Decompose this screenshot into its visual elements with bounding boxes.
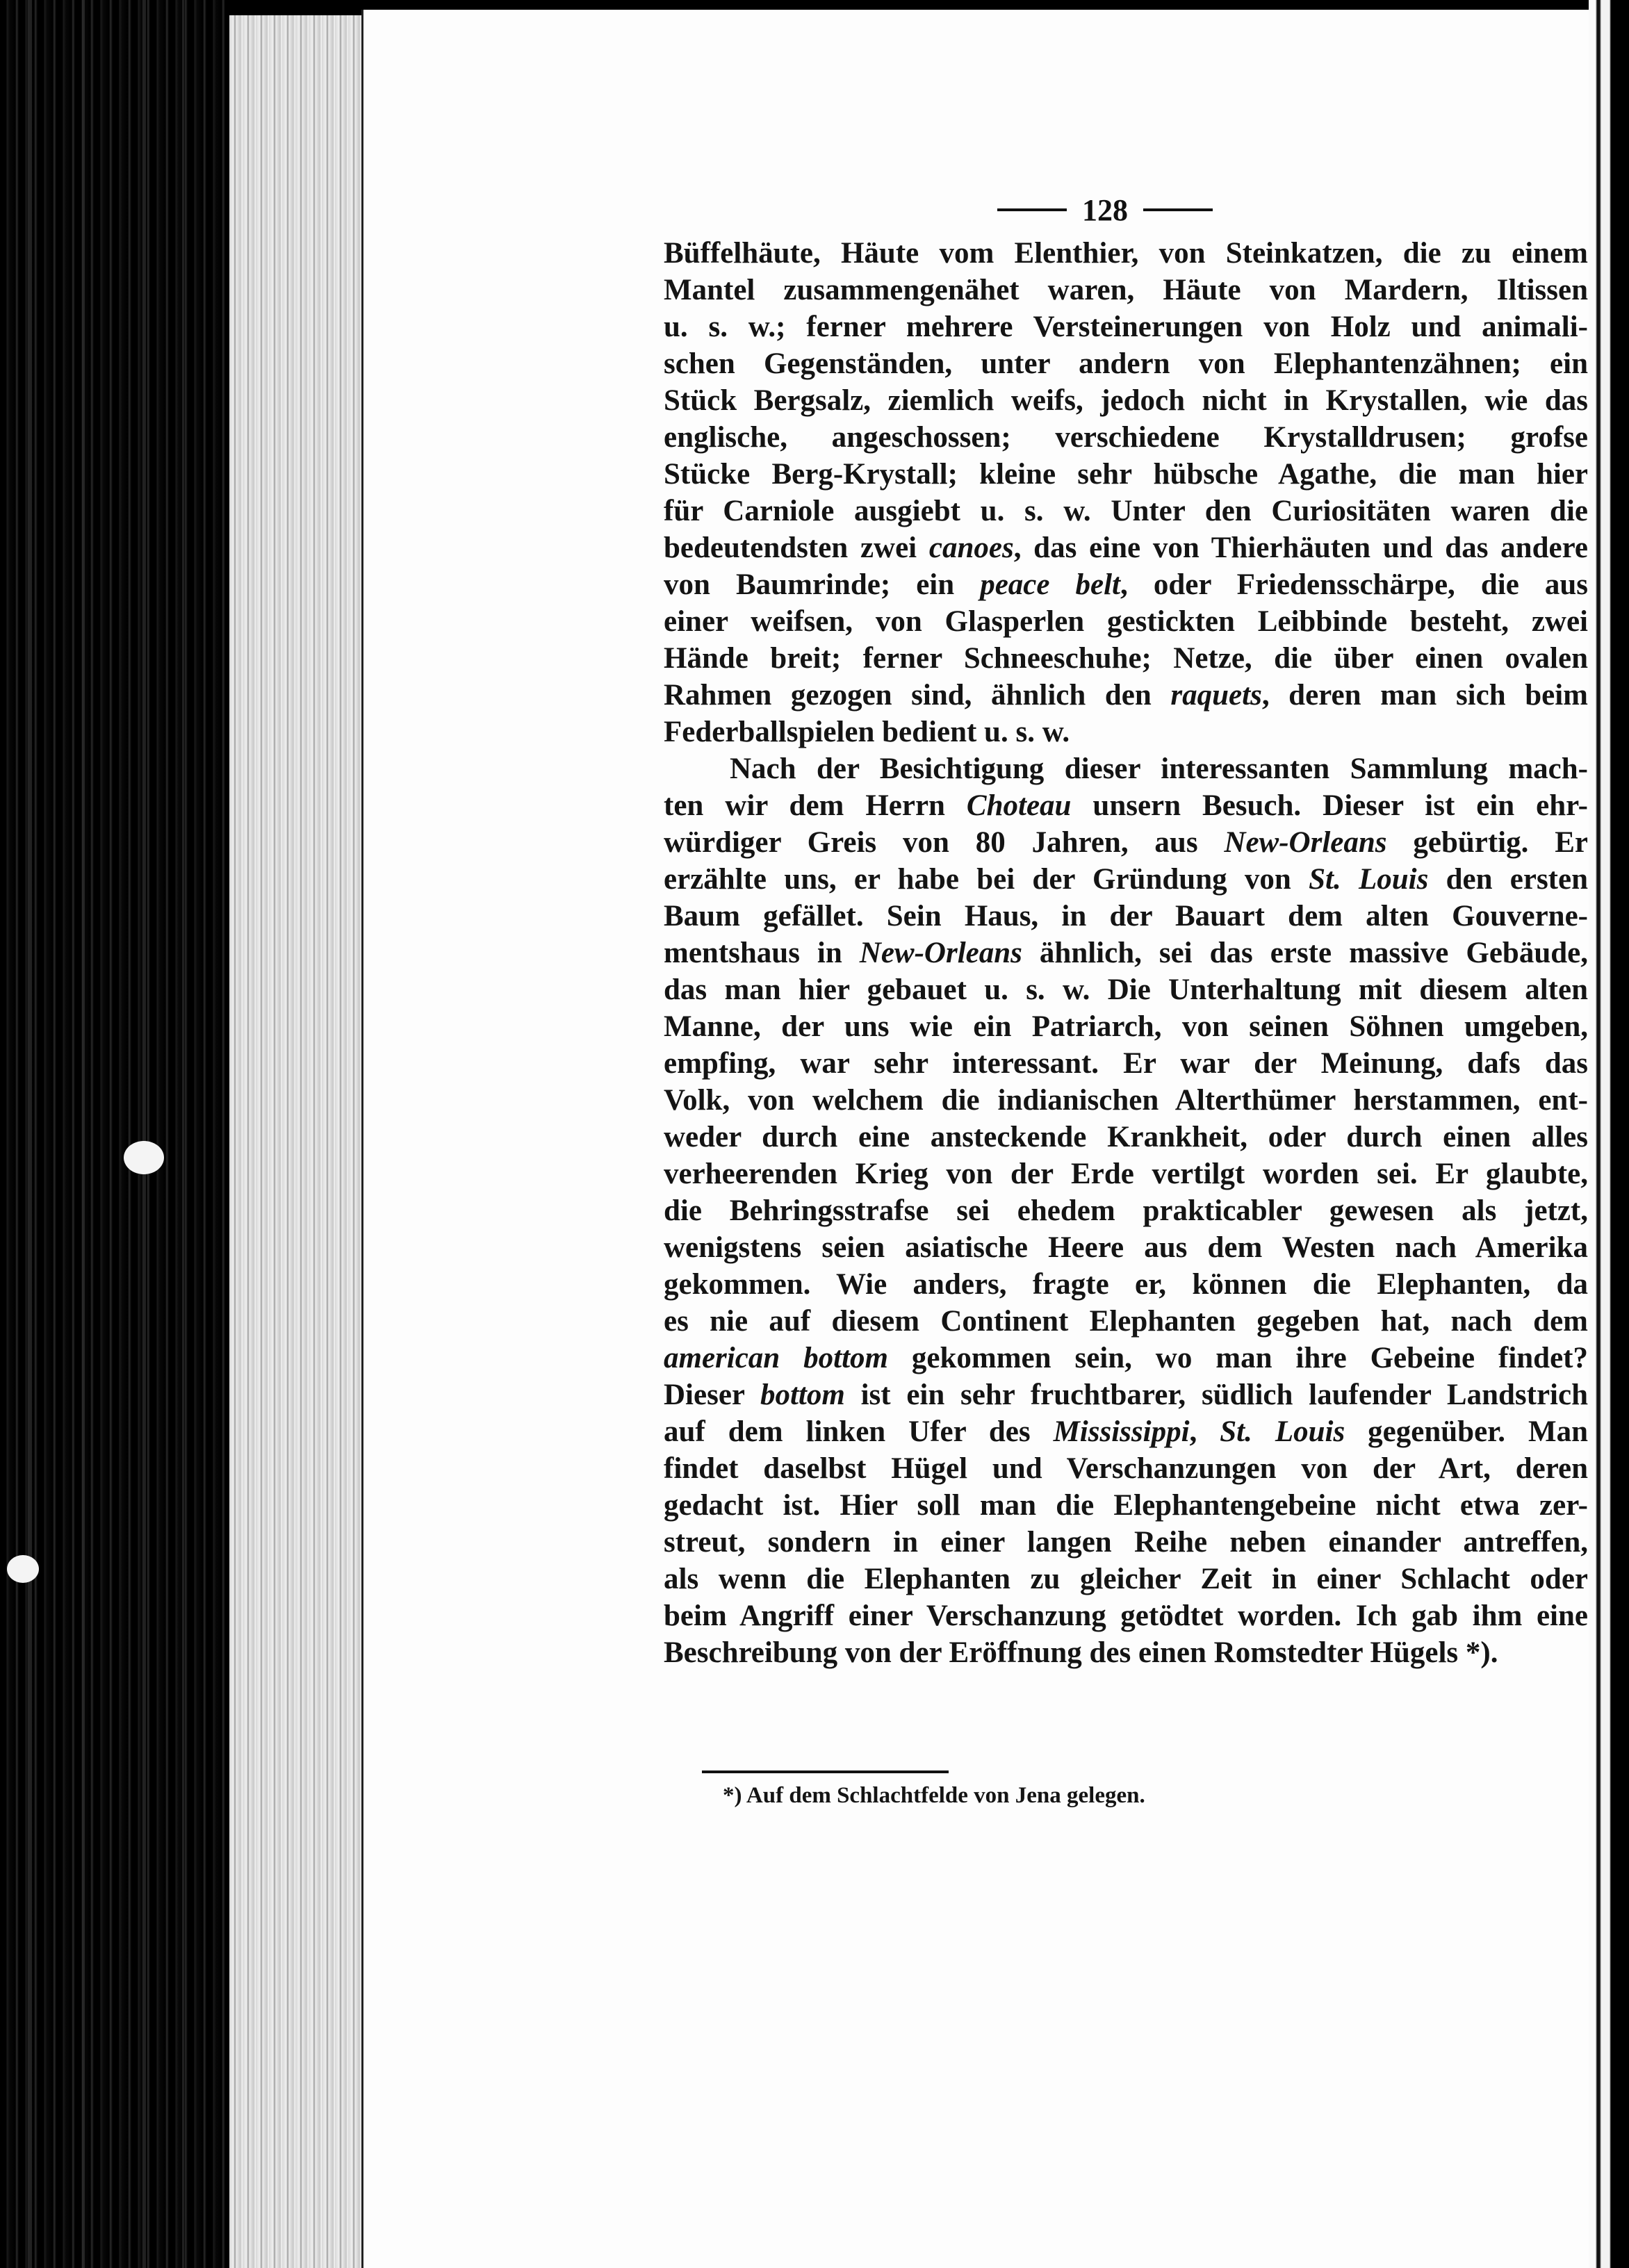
text-segment: , deren man sich beim <box>1261 679 1588 712</box>
text-line <box>664 235 1588 272</box>
text-line <box>664 603 1588 640</box>
text-segment: bedeutendsten zwei <box>664 532 929 564</box>
text-segment: ten wir dem Herrn <box>664 789 967 822</box>
text-line <box>664 1487 1588 1524</box>
text-segment: ähnlich, sei das erste massive Gebäude, <box>1022 937 1588 969</box>
text-line <box>664 566 1588 603</box>
text-segment: den ersten <box>1428 863 1589 896</box>
text-segment: , oder Friedensschärpe, die aus <box>1120 568 1588 601</box>
italic-text: raquets <box>1170 679 1262 712</box>
text-line <box>664 419 1588 456</box>
text-segment: gekommen sein, wo man ihre Gebeine findet? <box>887 1342 1589 1374</box>
text-line <box>664 714 1588 750</box>
text-line <box>664 493 1588 529</box>
text-line <box>664 861 1588 898</box>
text-segment: u. s. w.; ferner mehrere Versteinerungen von Holz und animali- <box>664 311 1588 343</box>
italic-text: St. Louis <box>1309 863 1429 896</box>
page-number: 128 <box>1082 192 1128 227</box>
text-segment: Baum gefället. Sein Haus, in der Bauart dem alten Gouverne- <box>664 900 1588 932</box>
italic-text: St. Louis <box>1220 1415 1345 1448</box>
text-line <box>664 456 1588 493</box>
text-segment: Stücke Berg-Krystall; kleine sehr hübsche Agathe, die man hier <box>664 458 1588 491</box>
text-line <box>664 1524 1588 1561</box>
text-line <box>664 1597 1588 1634</box>
text-segment: Manne, der uns wie ein Patriarch, von seinen Söhnen umgeben, <box>664 1010 1588 1043</box>
text-line <box>664 1413 1588 1450</box>
text-line <box>664 787 1588 824</box>
text-segment: einer weifsen, von Glasperlen gestickten Leibbinde besteht, zwei <box>664 605 1588 638</box>
footnote: *) Auf dem Schlachtfelde von Jena gelegen. <box>723 1783 1145 1808</box>
page-header <box>966 189 1244 231</box>
text-segment: streut, sondern in einer langen Reihe neben einander antreffen, <box>664 1526 1588 1559</box>
text-line <box>664 382 1588 419</box>
text-segment: Beschreibung von der Eröffnung des einen Romstedter Hügels *). <box>664 1636 1498 1669</box>
text-line <box>664 935 1588 971</box>
text-line <box>664 824 1588 861</box>
header-rule-right <box>1143 208 1213 211</box>
text-line <box>664 1008 1588 1045</box>
italic-text: peace belt <box>980 568 1121 601</box>
text-line <box>664 1156 1588 1192</box>
text-line <box>664 345 1588 382</box>
italic-text: bottom <box>760 1379 845 1411</box>
text-line <box>664 1340 1588 1377</box>
text-line <box>664 1266 1588 1303</box>
right-page-edge <box>1589 0 1629 2268</box>
italic-text: New-Orleans <box>1224 826 1387 859</box>
text-segment: gebürtig. Er <box>1386 826 1588 859</box>
text-segment: wenigstens seien asiatische Heere aus dem Westen nach Amerika <box>664 1231 1588 1264</box>
text-line <box>664 750 1588 787</box>
footnote-rule <box>702 1770 949 1773</box>
text-line <box>664 1377 1588 1413</box>
text-line <box>664 677 1588 714</box>
text-segment: Dieser <box>664 1379 760 1411</box>
text-segment: Volk, von welchem die indianischen Alterthümer herstammen, ent- <box>664 1084 1588 1117</box>
text-line <box>664 971 1588 1008</box>
text-line <box>664 1634 1588 1671</box>
text-line <box>664 898 1588 935</box>
text-segment: die Behringsstrafse sei ehedem prakticabler gewesen als jetzt, <box>664 1194 1588 1227</box>
text-segment: Hände breit; ferner Schneeschuhe; Netze, die über einen ovalen <box>664 642 1588 675</box>
text-segment: würdiger Greis von 80 Jahren, aus <box>664 826 1225 859</box>
text-segment: empfing, war sehr interessant. Er war der Meinung, dafs das <box>664 1047 1588 1080</box>
text-line <box>664 1450 1588 1487</box>
text-segment: Büffelhäute, Häute vom Elenthier, von Steinkatzen, die zu einem <box>664 237 1588 270</box>
text-segment: gegenüber. Man <box>1345 1415 1589 1448</box>
text-line <box>664 1229 1588 1266</box>
text-segment: für Carniole ausgiebt u. s. w. Unter den Curiositäten waren die <box>664 495 1588 527</box>
text-segment: auf dem linken Ufer des <box>664 1415 1054 1448</box>
text-segment: verheerenden Krieg von der Erde vertilgt worden sei. Er glaubte, <box>664 1158 1588 1190</box>
italic-text: New-Orleans <box>859 937 1022 969</box>
text-line <box>664 1119 1588 1156</box>
text-segment: weder durch eine ansteckende Krankheit, oder durch einen alles <box>664 1121 1588 1153</box>
text-segment: von Baumrinde; ein <box>664 568 981 601</box>
text-line <box>664 640 1588 677</box>
text-line <box>664 1561 1588 1597</box>
text-line <box>664 272 1588 309</box>
text-segment: gedacht ist. Hier soll man die Elephantengebeine nicht etwa zer- <box>664 1489 1588 1522</box>
text-line <box>664 309 1588 345</box>
text-line <box>664 529 1588 566</box>
page-stack-edges <box>229 0 375 2268</box>
text-segment: ist ein sehr fruchtbarer, südlich laufender Landstrich <box>844 1379 1588 1411</box>
text-segment: Stück Bergsalz, ziemlich weifs, jedoch nicht in Krystallen, wie das <box>664 384 1588 417</box>
italic-text: canoes <box>928 532 1014 564</box>
text-segment: Nach der Besichtigung dieser interessanten Sammlung mach- <box>730 753 1588 785</box>
text-segment: findet daselbst Hügel und Verschanzungen von der Art, deren <box>664 1452 1588 1485</box>
text-line <box>664 1303 1588 1340</box>
text-segment: Federballspielen bedient u. s. w. <box>664 716 1070 748</box>
italic-text: Mississippi <box>1053 1415 1190 1448</box>
italic-text: american bottom <box>664 1342 888 1374</box>
text-segment: Rahmen gezogen sind, ähnlich den <box>664 679 1171 712</box>
text-segment: schen Gegenständen, unter andern von Elephantenzähnen; ein <box>664 347 1588 380</box>
text-line <box>664 1192 1588 1229</box>
text-segment: es nie auf diesem Continent Elephanten gegeben hat, nach dem <box>664 1305 1588 1338</box>
text-segment: das man hier gebauet u. s. w. Die Unterhaltung mit diesem alten <box>664 973 1588 1006</box>
text-segment: , <box>1189 1415 1220 1448</box>
header-rule-left <box>997 208 1067 211</box>
text-segment: erzählte uns, er habe bei der Gründung von <box>664 863 1309 896</box>
body-text <box>664 235 1588 1671</box>
text-segment: beim Angriff einer Verschanzung getödtet worden. Ich gab ihm eine <box>664 1600 1588 1632</box>
text-segment: mentshaus in <box>664 937 860 969</box>
text-segment: unsern Besuch. Dieser ist ein ehr- <box>1071 789 1588 822</box>
text-line <box>664 1045 1588 1082</box>
italic-text: Choteau <box>966 789 1072 822</box>
text-line <box>664 1082 1588 1119</box>
text-segment: als wenn die Elephanten zu gleicher Zeit in einer Schlacht oder <box>664 1563 1588 1595</box>
text-segment: englische, angeschossen; verschiedene Krystalldrusen; grofse <box>664 421 1588 454</box>
text-segment: , das eine von Thierhäuten und das andere <box>1013 532 1588 564</box>
text-segment: gekommen. Wie anders, fragte er, können die Elephanten, da <box>664 1268 1588 1301</box>
text-segment: Mantel zusammengenähet waren, Häute von Mardern, Iltissen <box>664 274 1588 306</box>
